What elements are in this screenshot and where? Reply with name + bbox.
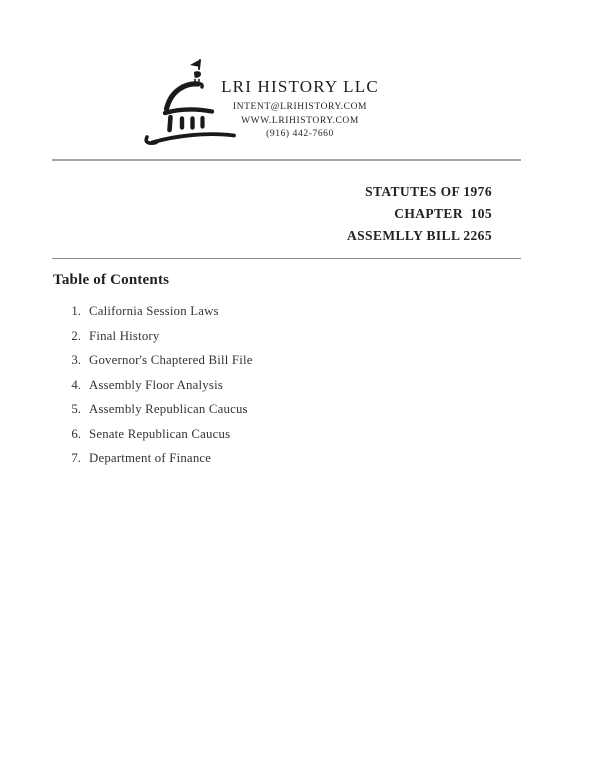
toc-item-final-history: [68, 329, 253, 354]
toc-item-label: California Session Laws: [89, 304, 219, 318]
toc-item-number: 7.: [71, 451, 81, 465]
statutes-year-line: STATUTES OF 1976: [365, 184, 492, 199]
toc-item-label: Assembly Floor Analysis: [89, 377, 223, 392]
toc-item-senate-republican-caucus: [68, 427, 253, 452]
letterhead: [0, 77, 600, 142]
toc-item-label: Governor's Chaptered Bill File: [89, 353, 253, 367]
toc-item-label: Assembly Republican Caucus: [89, 402, 248, 416]
email-text: INTENT@LRIHISTORY.COM: [232, 102, 368, 112]
toc-list: [68, 304, 253, 476]
toc-item-number: 2.: [71, 328, 81, 343]
toc-item-assembly-republican-caucus: [68, 402, 253, 427]
divider-top: [52, 159, 521, 161]
website-text: WWW.LRIHISTORY.COM: [241, 115, 359, 126]
toc-item-governors-chaptered-bill-file: [68, 353, 253, 378]
toc-item-department-of-finance: [68, 451, 253, 476]
statute-reference-block: [347, 181, 492, 247]
toc-item-number: 6.: [71, 426, 81, 441]
toc-item-california-session-laws: [68, 304, 253, 329]
phone-text: (916) 442-7660: [266, 129, 334, 139]
toc-item-label: Department of Finance: [89, 451, 212, 465]
company-name: LRI HISTORY LLC: [221, 77, 379, 96]
divider-bottom: [52, 258, 521, 259]
toc-item-number: 5.: [71, 402, 81, 416]
contact-info: [0, 101, 600, 142]
assembly-bill-line: ASSEMLLY BILL 2265: [346, 228, 492, 243]
toc-item-number: 4.: [71, 377, 81, 392]
toc-item-label: Final History: [89, 328, 160, 343]
toc-item-number: 1.: [71, 304, 81, 318]
toc-item-number: 3.: [71, 353, 81, 367]
toc-item-label: Senate Republican Caucus: [89, 426, 231, 441]
toc-item-assembly-floor-analysis: [68, 378, 253, 403]
chapter-line: CHAPTER 105: [394, 206, 492, 221]
toc-heading: Table of Contents: [53, 272, 170, 288]
